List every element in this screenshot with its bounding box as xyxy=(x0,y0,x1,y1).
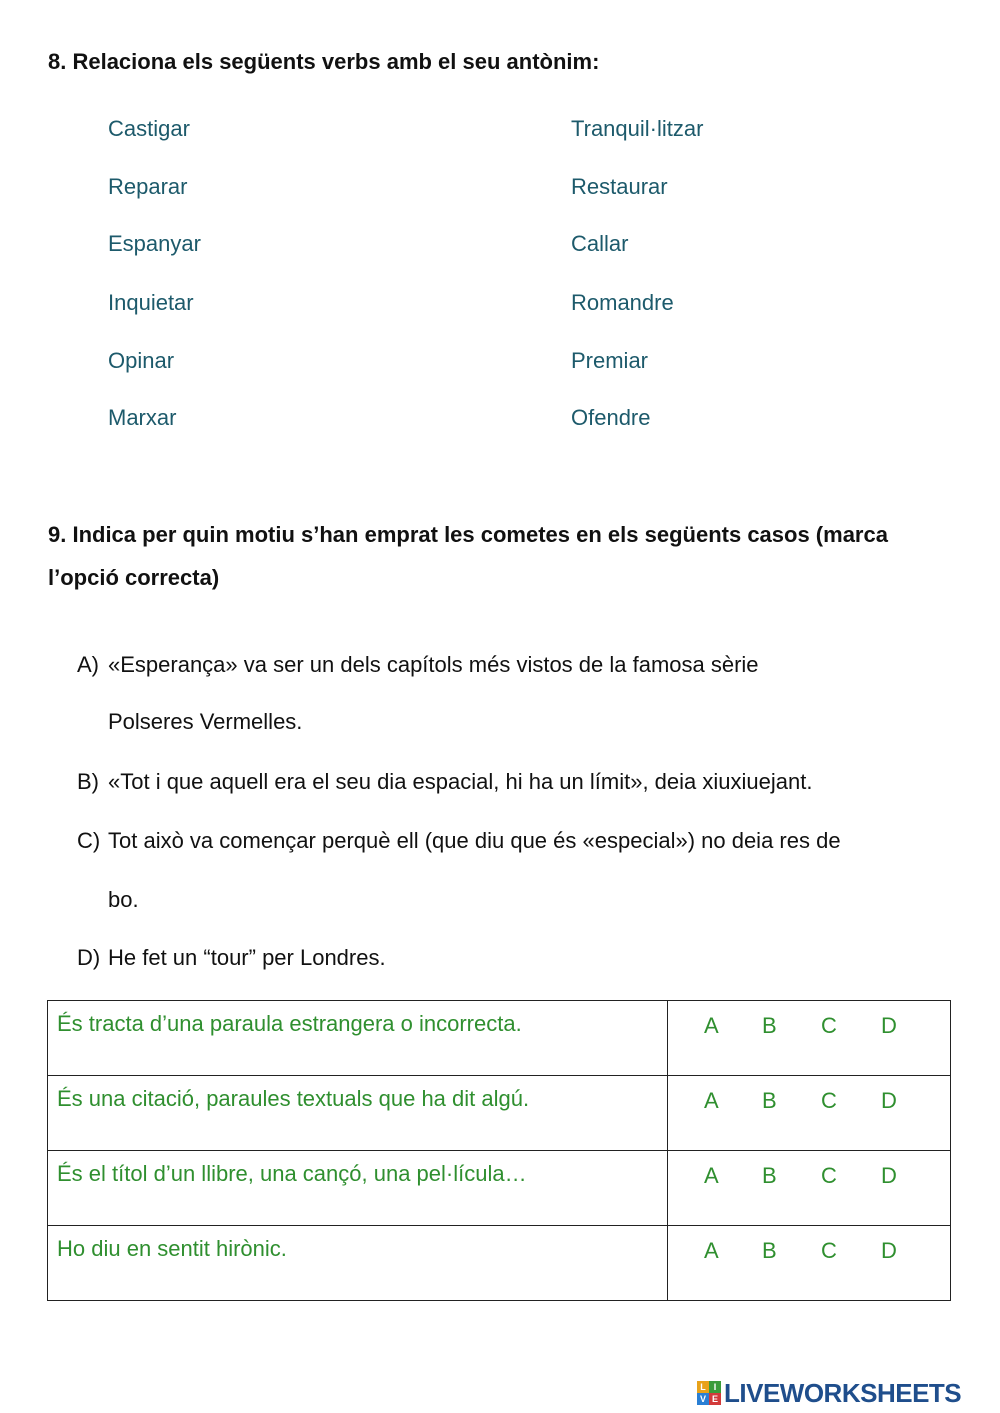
choice-c[interactable]: C xyxy=(821,1013,837,1038)
option-letter: D) xyxy=(77,945,101,970)
logo-text: LIVEWORKSHEETS xyxy=(724,1377,962,1408)
right-word[interactable]: Tranquil·litzar xyxy=(571,116,704,141)
right-word[interactable]: Callar xyxy=(571,231,629,256)
option-text: He fet un “tour” per Londres. xyxy=(108,945,386,970)
right-word[interactable]: Restaurar xyxy=(571,174,668,199)
choice-c[interactable]: C xyxy=(821,1163,837,1188)
left-word[interactable]: Reparar xyxy=(108,174,188,199)
choice-d[interactable]: D xyxy=(881,1163,897,1188)
choice-cell xyxy=(668,1226,951,1301)
table-row xyxy=(48,1001,951,1076)
choice-c[interactable]: C xyxy=(821,1238,837,1263)
right-word[interactable]: Romandre xyxy=(571,290,674,315)
table-row xyxy=(48,1151,951,1226)
statement-cell: És el títol d’un llibre, una cançó, una pel·lícula… xyxy=(48,1151,668,1226)
statement-cell: Ho diu en sentit hirònic. xyxy=(48,1226,668,1301)
choice-d[interactable]: D xyxy=(881,1088,897,1113)
choice-a[interactable]: A xyxy=(704,1088,719,1113)
right-word[interactable]: Premiar xyxy=(571,348,649,373)
choice-cell xyxy=(668,1076,951,1151)
statement-cell: És una citació, paraules textuals que ha dit algú. xyxy=(48,1076,668,1151)
choice-b[interactable]: B xyxy=(762,1238,777,1263)
liveworksheets-logo-icon: L I V E xyxy=(697,1381,721,1405)
choice-cell xyxy=(668,1001,951,1076)
option-text: «Tot i que aquell era el seu dia espacial, hi ha un límit», deia xiuxiuejant. xyxy=(108,769,813,794)
table-row xyxy=(48,1076,951,1151)
choice-c[interactable]: C xyxy=(821,1088,837,1113)
left-word[interactable]: Marxar xyxy=(108,405,177,430)
choice-b[interactable]: B xyxy=(762,1088,777,1113)
option-letter: B) xyxy=(77,769,99,794)
choice-a[interactable]: A xyxy=(704,1238,719,1263)
option-text: «Esperança» va ser un dels capítols més vistos de la famosa sèrie xyxy=(108,652,759,677)
question-9-title: 9. Indica per quin motiu s’han emprat les cometes en els següents casos (marca l’opció correcta) xyxy=(48,522,888,590)
option-letter: C) xyxy=(77,828,101,853)
left-word[interactable]: Espanyar xyxy=(108,231,201,256)
option-text: Tot això va començar perquè ell (que diu que és «especial») no deia res de xyxy=(108,828,841,853)
choice-cell xyxy=(668,1151,951,1226)
left-word[interactable]: Castigar xyxy=(108,116,190,141)
option-text: bo. xyxy=(108,887,139,912)
choice-a[interactable]: A xyxy=(704,1163,719,1188)
choice-b[interactable]: B xyxy=(762,1163,777,1188)
question-8-title: 8. Relaciona els següents verbs amb el seu antònim: xyxy=(48,49,600,74)
choice-a[interactable]: A xyxy=(704,1013,719,1038)
left-word[interactable]: Opinar xyxy=(108,348,175,373)
choice-d[interactable]: D xyxy=(881,1013,897,1038)
choice-b[interactable]: B xyxy=(762,1013,777,1038)
choice-d[interactable]: D xyxy=(881,1238,897,1263)
right-word[interactable]: Ofendre xyxy=(571,405,651,430)
answer-table xyxy=(47,1000,951,1301)
option-text: Polseres Vermelles. xyxy=(108,709,303,734)
liveworksheets-logo xyxy=(697,1378,961,1408)
option-letter: A) xyxy=(77,652,99,677)
left-word[interactable]: Inquietar xyxy=(108,290,194,315)
statement-cell: És tracta d’una paraula estrangera o incorrecta. xyxy=(48,1001,668,1076)
table-row xyxy=(48,1226,951,1301)
